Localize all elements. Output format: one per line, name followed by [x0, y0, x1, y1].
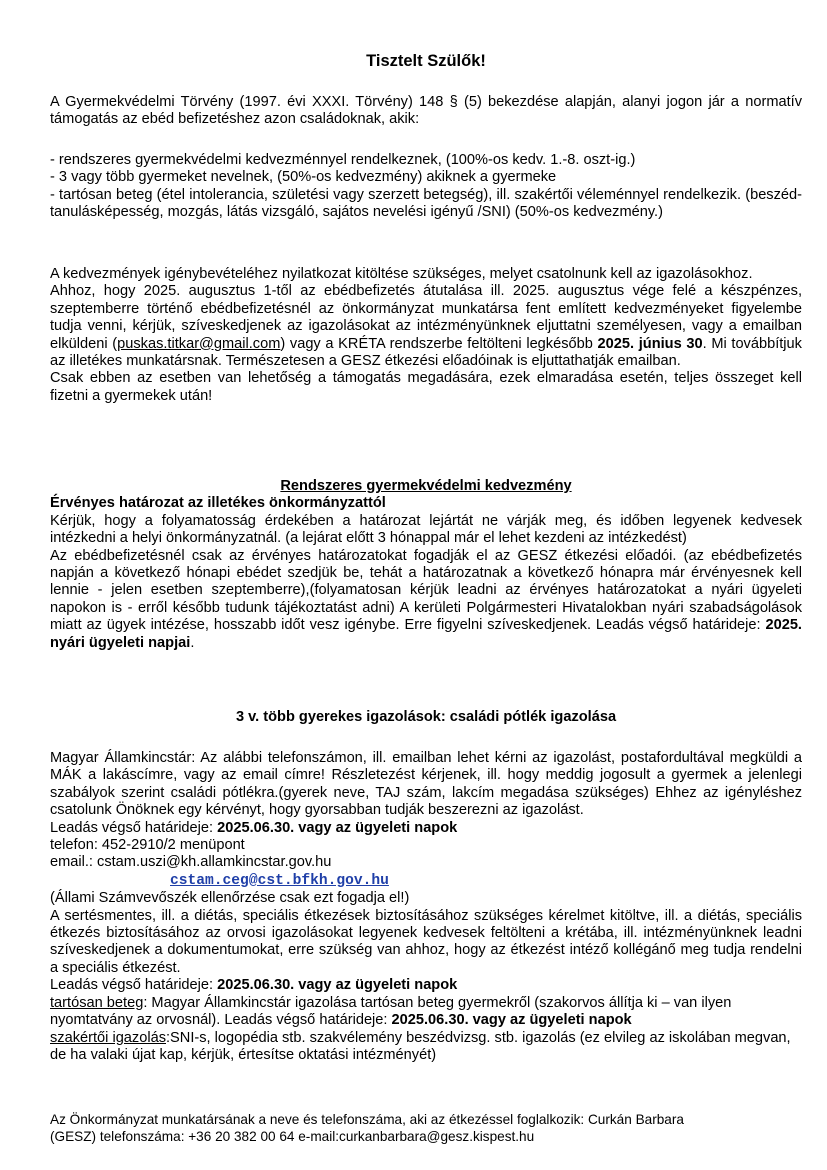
deadline-date: 2025.06.30. vagy az ügyeleti napok — [217, 977, 458, 994]
phone-line: telefon: 452-2910/2 menüpont — [50, 837, 245, 854]
section-paragraph: Kérjük, hogy a folyamatosság érdekében a határozat lejártát ne várják meg, és időben legyenek kedvesek intézkedni a helyi önkormányzatnál. (a lejárat előtt 3 hónappal már el lehet kezdeni az intézkedést) — [50, 512, 802, 547]
section-text: . — [190, 634, 195, 651]
deadline-date: 2025. nyári ügyeleti napjai — [50, 617, 802, 651]
section-paragraph — [50, 548, 802, 652]
deadline-text: ) vagy a KRÉTA rendszerbe feltölteni legkésőbb — [280, 335, 598, 352]
email-line: email.: cstam.uszi@kh.allamkincstar.gov.hu — [50, 854, 332, 871]
expert-opinion-paragraph — [50, 1030, 802, 1065]
deadline-text: Ahhoz, hogy 2025. augusztus 1-től az ebédbefizetés átutalása ill. 2025. augusztus vége felé a készpénzes, szeptemberre történő ebédbefizetésnél az önkormányzat munkatársa fent említett kedvezményeket figyelembe tudja venni, kérjük, szíveskedjenek az igazolásokat az intézményünknek eljuttatni személyesen, vagy a emailban elküldeni ( — [50, 283, 802, 352]
deadline-label: Leadás végső határideje: — [50, 819, 218, 836]
chronic-illness-paragraph — [50, 995, 802, 1030]
deadline-paragraph — [50, 283, 802, 370]
deadline-text: . Mi továbbítjuk az illetékes munkatársnak. Természetesen a GESZ étkezési előadóinak is eljuttathatják emailban. — [50, 335, 802, 370]
section-paragraph: A sertésmentes, ill. a diétás, speciális étkezések biztosításához szükséges kérelmet kitöltve, ill. a diétás, speciális étkezés biztosításához az orvosi igazolásokat legyenek kedvesek feltölteni a krétába, ill. intézményünknek leadni szíveskedjenek a dokumentumokat, erre szükség van ahhoz, hogy az étkezést intéző kollégánő meg tudja rendelni a speciális étkezést. — [50, 907, 802, 976]
chronic-illness-label: tartósan beteg — [50, 994, 144, 1011]
eligibility-list — [50, 152, 802, 222]
section-text: Az ebédbefizetésnél csak az érvényes határozatokat fogadják el az GESZ étkezési előadói. (az ebédbefizetés napján a következő hónapi ebédet szedjük be, tehát a határozatnak a következő hónapra már érvényesnek kell lennie - jelen esetben szeptemberre),(folyamatosan kérjük leadni az érvényes határozatokat a nyári ügyeleti napokon is - erről később tudunk tájékoztatást adni) A kerületi Polgármesteri Hivatalokban nyári szabadságolások miatt az ügyek intézése, hosszabb időt vesz igénybe. Erre figyelni szíveskedjenek. Leadás végső határideje: — [50, 547, 802, 634]
benefits-paragraph: A kedvezmények igénybevételéhez nyilatkozat kitöltése szükséges, melyet csatolnunk kell az igazolásokhoz. — [50, 266, 753, 282]
footer-line: (GESZ) telefonszáma: +36 20 382 00 64 e-mail:curkanbarbara@gesz.kispest.hu — [50, 1128, 535, 1144]
deadline-line — [50, 977, 802, 994]
intro-paragraph: A Gyermekvédelmi Törvény (1997. évi XXXI. Törvény) 148 § (5) bekezdése alapján, alanyi jogon jár a normatív támogatás az ebéd befizetéshez azon családoknak, akik: — [50, 94, 802, 128]
deadline-label: Leadás végső határideje: — [50, 977, 218, 994]
school-email-link[interactable]: puskas.titkar@gmail.com — [117, 335, 281, 352]
deadline-date: 2025.06.30. vagy az ügyeleti napok — [391, 1012, 632, 1029]
expert-opinion-label: szakértői igazolás — [50, 1029, 166, 1046]
chronic-illness-text: : Magyar Államkincstár igazolása tartósan beteg gyermekről (szakorvos állítja ki – van ilyen nyomtatvány az orvosnál). Leadás végső határideje: — [50, 994, 732, 1029]
section-heading: 3 v. több gyerekes igazolások: családi pótlék igazolása — [235, 709, 617, 725]
footer-line: Az Önkormányzat munkatársának a neve és telefonszáma, aki az étkezéssel foglalkozik: Curkán Barbara — [50, 1112, 684, 1127]
list-item: - 3 vagy több gyermeket nevelnek, (50%-os kedvezmény) akiknek a gyermeke — [50, 169, 557, 186]
section-family-allowance — [50, 750, 802, 1064]
section-regular-benefit — [50, 478, 802, 652]
email-line-2 — [50, 872, 802, 890]
page-title: Tisztelt Szülők! — [366, 52, 486, 70]
audit-note: (Állami Számvevőszék ellenőrzése csak ezt fogadja el!) — [50, 890, 410, 907]
expert-opinion-text: :SNI-s, logopédia stb. szakvélemény beszédvizsg. stb. igazolás (ez elvileg az iskolában megvan, de ha valaki újat kap, kérjük, értesítse oktatási intézményét) — [50, 1029, 791, 1063]
section-heading: Rendszeres gyermekvédelmi kedvezmény — [280, 478, 572, 494]
footer-contact — [50, 1112, 802, 1145]
deadline-date: 2025. június 30 — [597, 335, 703, 352]
section-subheading: Érvényes határozat az illetékes önkormányzattól — [50, 495, 386, 512]
deadline-line — [50, 820, 802, 837]
list-item: - tartósan beteg (étel intolerancia, születési vagy szerzett betegség), ill. szakértői véleménnyel rendelkezik. (beszéd- tanulásképesség, mozgás, látás vizsgáló, sajátos nevelési igényű /SNI) (50%-os kedvezmény.) — [50, 186, 802, 221]
section-paragraph: Magyar Államkincstár: Az alábbi telefonszámon, ill. emailban lehet kérni az igazolást, postafordultával megküldi a MÁK a lakáscímre, vagy az email címre! Részletezést kérjenek, ill. hogy meddig jogosult a gyermek a jelenlegi szabályok szerint családi pótlékra.(gyerek neve, TAJ szám, lakcím megadása szükséges) Ehhez az igényléshez csatolunk Önöknek egy kérvényt, hogy gyorsabban tudják beszerezni az igazolást. — [50, 750, 802, 819]
warning-paragraph: Csak ebben az esetben van lehetőség a támogatás megadására, ezek elmaradása esetén, teljes összeget kell fizetni a gyermekek után! — [50, 370, 802, 404]
benefits-section — [50, 266, 802, 405]
deadline-date: 2025.06.30. vagy az ügyeleti napok — [217, 819, 458, 836]
list-item: - rendszeres gyermekvédelmi kedvezménnyel rendelkeznek, (100%-os kedv. 1.-8. oszt-ig.) — [50, 152, 636, 168]
treasury-email-link[interactable]: cstam.ceg@cst.bfkh.gov.hu — [170, 872, 389, 889]
